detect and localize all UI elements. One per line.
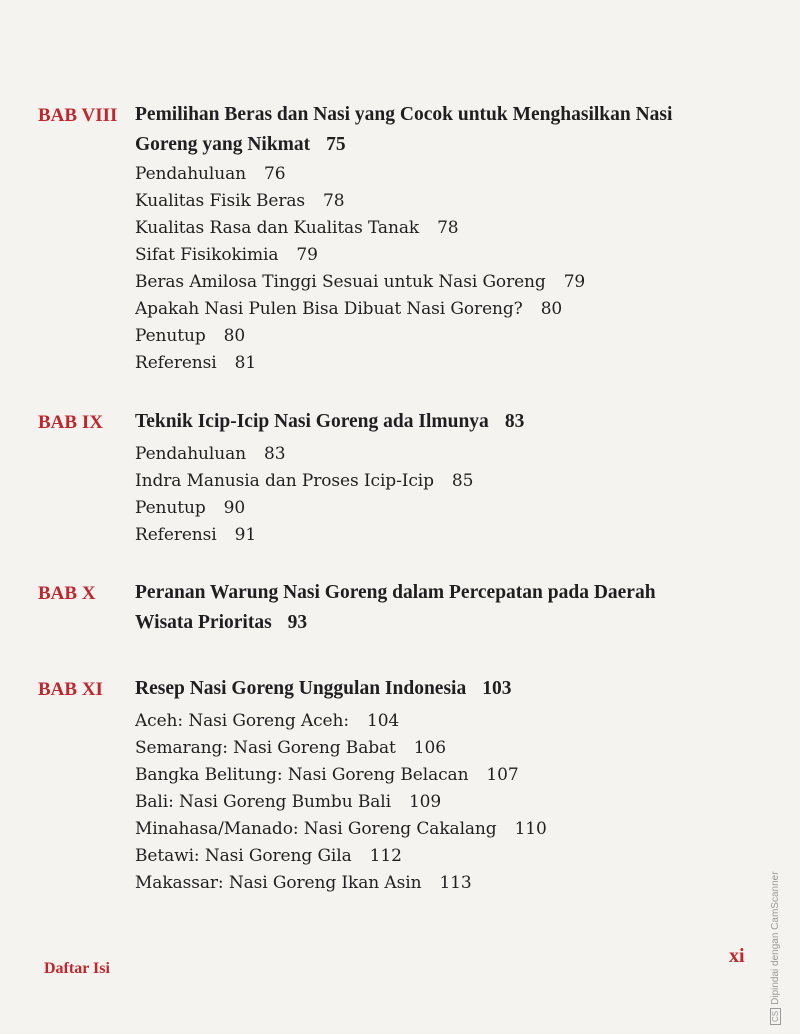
entry-title: Apakah Nasi Pulen Bisa Dibuat Nasi Goreng? [135,299,523,319]
toc-entry [135,816,695,843]
toc-entry [135,495,695,522]
entry-page: 110 [514,819,547,839]
entry-title: Minahasa/Manado: Nasi Goreng Cakalang [135,819,497,839]
entry-title: Beras Amilosa Tinggi Sesuai untuk Nasi Goreng [135,272,546,292]
entry-page: 113 [439,873,472,893]
entry-title: Bangka Belitung: Nasi Goreng Belacan [135,765,469,785]
entry-page: 85 [451,471,474,491]
toc-entry [135,215,695,242]
toc-entry [135,350,695,377]
entry-list [135,708,695,897]
entry-page: 79 [563,272,586,292]
entry-title: Makassar: Nasi Goreng Ikan Asin [135,873,422,893]
toc-entry [135,269,695,296]
toc-entry [135,296,695,323]
entry-list [135,161,695,377]
toc-entry [135,522,695,549]
entry-list [135,441,695,549]
chapter-title: Peranan Warung Nasi Goreng dalam Percepatan pada Daerah Wisata Prioritas [135,582,656,633]
entry-page: 104 [367,711,400,731]
toc-entry [135,468,695,495]
entry-title: Pendahuluan [135,164,246,184]
chapter-title-row [135,407,725,437]
entry-title: Kualitas Fisik Beras [135,191,306,211]
chapter-label: BAB IX [38,412,103,433]
entry-title: Penutup [135,498,206,518]
entry-page: 80 [223,326,246,346]
entry-page: 80 [540,299,563,319]
footer-page-number: xi [729,945,745,967]
chapter-label: BAB VIII [38,105,118,126]
chapter-title-row [135,100,725,160]
chapter-page: 75 [326,134,346,155]
entry-title: Indra Manusia dan Proses Icip-Icip [135,471,434,491]
entry-title: Semarang: Nasi Goreng Babat [135,738,396,758]
toc-entry [135,188,695,215]
chapter-label: BAB XI [38,679,103,700]
entry-page: 106 [413,738,446,758]
toc-entry [135,762,695,789]
entry-title: Bali: Nasi Goreng Bumbu Bali [135,792,391,812]
chapter-page: 93 [287,612,308,633]
chapter-page: 103 [482,678,512,699]
toc-entry [135,843,695,870]
toc-entry [135,708,695,735]
entry-title: Betawi: Nasi Goreng Gila [135,846,352,866]
chapter-page: 83 [504,411,525,432]
entry-title: Pendahuluan [135,444,246,464]
toc-entry [135,870,695,897]
scanner-watermark [770,871,781,1025]
toc-entry [135,789,695,816]
chapter-label: BAB X [38,583,96,604]
toc-entry [135,441,695,468]
chapter-title: Resep Nasi Goreng Unggulan Indonesia [135,678,467,699]
chapter-title: Teknik Icip-Icip Nasi Goreng ada Ilmunya [135,411,489,432]
entry-page: 83 [263,444,286,464]
entry-page: 79 [296,245,318,265]
chapter-title-row [135,674,725,704]
entry-title: Referensi [135,353,217,373]
entry-page: 78 [437,218,459,238]
entry-title: Referensi [135,525,217,545]
entry-page: 76 [263,164,286,184]
footer-section-title: Daftar Isi [44,960,110,977]
entry-page: 90 [223,498,246,518]
toc-entry [135,161,695,188]
toc-entry [135,242,695,269]
chapter-title-row [135,578,710,638]
entry-title: Aceh: Nasi Goreng Aceh: [135,711,349,731]
entry-page: 112 [369,846,402,866]
toc-entry [135,735,695,762]
entry-title: Kualitas Rasa dan Kualitas Tanak [135,218,420,238]
camscanner-icon: CS [770,1008,781,1025]
entry-page: 107 [486,765,519,785]
entry-title: Penutup [135,326,206,346]
entry-page: 78 [323,191,345,211]
entry-page: 109 [408,792,442,812]
entry-page: 81 [234,353,257,373]
entry-page: 91 [234,525,257,545]
toc-entry [135,323,695,350]
chapter-title: Pemilihan Beras dan Nasi yang Cocok untuk Menghasilkan Nasi Goreng yang Nikmat [135,104,673,155]
watermark-text: Dipindai dengan CamScanner [770,871,781,1005]
entry-title: Sifat Fisikokimia [135,245,279,265]
